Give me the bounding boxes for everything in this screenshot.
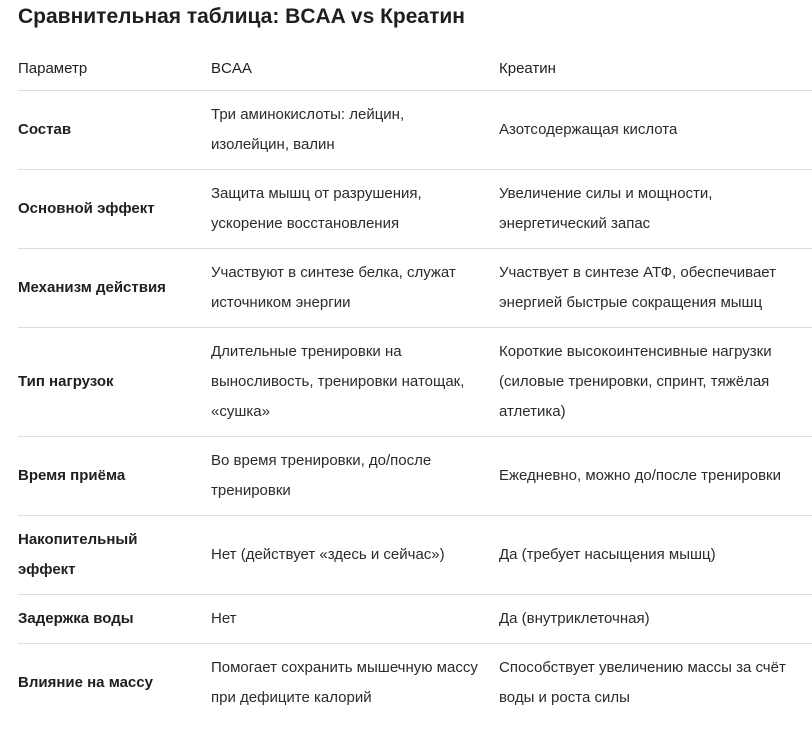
row-creatine-value: Короткие высокоинтенсивные нагрузки (силовые тренировки, спринт, тяжёлая атлетика) bbox=[499, 343, 772, 420]
comparison-table bbox=[18, 48, 812, 722]
table-row bbox=[18, 644, 812, 723]
row-parameter: Время приёма bbox=[18, 467, 126, 484]
row-bcaa-value: Длительные тренировки на выносливость, тренировки натощак, «сушка» bbox=[211, 343, 465, 420]
row-bcaa-value: Нет bbox=[211, 610, 237, 627]
row-parameter: Тип нагрузок bbox=[18, 373, 114, 390]
row-creatine-value: Участвует в синтезе АТФ, обеспечивает энергией быстрые сокращения мышц bbox=[499, 264, 777, 311]
row-creatine-value: Увеличение силы и мощности, энергетический запас bbox=[499, 185, 713, 232]
row-creatine-value: Ежедневно, можно до/после тренировки bbox=[499, 467, 781, 484]
table-row bbox=[18, 437, 812, 516]
row-bcaa-value: Три аминокислоты: лейцин, изолейцин, валин bbox=[211, 106, 405, 153]
page-title: Сравнительная таблица: BCAA vs Креатин bbox=[18, 5, 465, 28]
table-header-row bbox=[18, 48, 812, 91]
row-creatine-value: Да (требует насыщения мышц) bbox=[499, 546, 716, 563]
table-row bbox=[18, 595, 812, 644]
row-creatine-value: Азотсодержащая кислота bbox=[499, 121, 678, 138]
table-row bbox=[18, 249, 812, 328]
row-parameter: Задержка воды bbox=[18, 610, 134, 627]
row-bcaa-value: Участвуют в синтезе белка, служат источником энергии bbox=[211, 264, 456, 311]
table-row bbox=[18, 91, 812, 170]
header-bcaa: BCAA bbox=[211, 60, 252, 77]
row-parameter: Основной эффект bbox=[18, 200, 155, 217]
row-creatine-value: Да (внутриклеточная) bbox=[499, 610, 650, 627]
row-bcaa-value: Во время тренировки, до/после тренировки bbox=[211, 452, 432, 499]
row-parameter: Состав bbox=[18, 121, 72, 138]
row-parameter: Накопительный эффект bbox=[18, 531, 138, 578]
row-bcaa-value: Защита мышц от разрушения, ускорение восстановления bbox=[211, 185, 422, 232]
row-creatine-value: Способствует увеличению массы за счёт воды и роста силы bbox=[499, 659, 786, 706]
header-creatine: Креатин bbox=[499, 60, 556, 77]
row-parameter: Влияние на массу bbox=[18, 674, 153, 691]
table-row bbox=[18, 170, 812, 249]
table-row bbox=[18, 328, 812, 437]
table-row bbox=[18, 516, 812, 595]
header-parameter: Параметр bbox=[18, 60, 88, 77]
row-parameter: Механизм действия bbox=[18, 279, 166, 296]
row-bcaa-value: Помогает сохранить мышечную массу при дефиците калорий bbox=[211, 659, 478, 706]
row-bcaa-value: Нет (действует «здесь и сейчас») bbox=[211, 546, 445, 563]
